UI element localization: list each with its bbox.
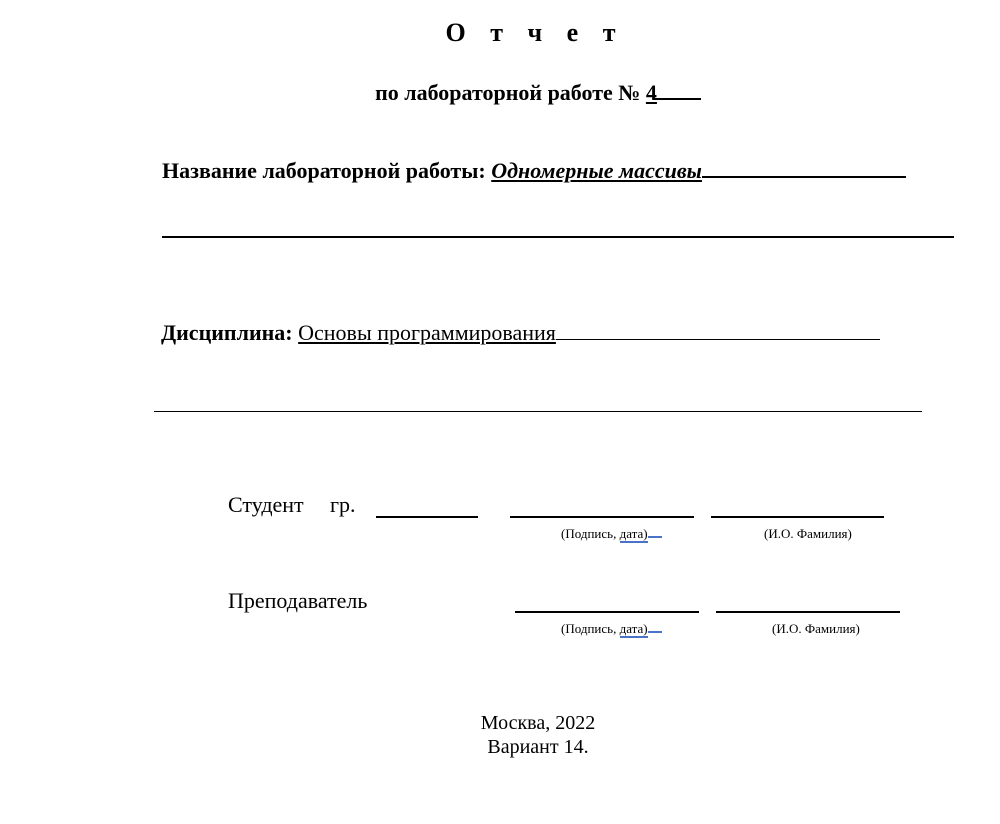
lab-name-line — [162, 158, 906, 184]
report-subtitle — [0, 80, 1000, 106]
discipline-value: Основы программирования — [298, 320, 556, 345]
lab-name-value: Одномерные массивы — [491, 158, 702, 183]
group-blank — [376, 516, 478, 518]
teacher-label: Преподаватель — [228, 588, 368, 613]
sign-hint-text: (Подпись, — [561, 526, 620, 541]
subtitle-prefix: по лабораторной работе № — [375, 80, 646, 105]
sign-hint-date: дата) — [619, 621, 648, 636]
sign-hint-pad — [648, 621, 662, 633]
lab-name-label: Название лабораторной работы: — [162, 158, 492, 183]
teacher-sign-hint — [561, 621, 662, 637]
student-name-hint: (И.О. Фамилия) — [764, 526, 852, 541]
lab-name-extra-rule — [162, 236, 954, 238]
teacher-name-hint: (И.О. Фамилия) — [772, 621, 860, 636]
teacher-name-blank — [716, 611, 900, 613]
student-label: Студент — [228, 492, 304, 517]
report-title: О т ч е т — [445, 18, 625, 47]
sign-hint-text: (Подпись, — [561, 621, 620, 636]
lab-number-blank — [655, 80, 701, 100]
lab-name-blank — [702, 158, 906, 178]
teacher-signature-blank — [515, 611, 699, 613]
discipline-line — [161, 320, 880, 346]
city-year: Москва, 2022 — [480, 712, 596, 734]
discipline-extra-rule — [154, 411, 922, 412]
student-signature-blank — [510, 516, 694, 518]
sign-hint-pad — [648, 526, 662, 538]
lab-number: 4 — [645, 80, 657, 105]
sign-hint-date: дата) — [619, 526, 648, 541]
discipline-label: Дисциплина: — [161, 320, 299, 345]
discipline-blank — [556, 321, 880, 340]
group-label: гр. — [330, 492, 356, 517]
student-name-blank — [711, 516, 884, 518]
student-sign-hint — [561, 526, 662, 542]
variant: Вариант 14. — [487, 736, 589, 758]
